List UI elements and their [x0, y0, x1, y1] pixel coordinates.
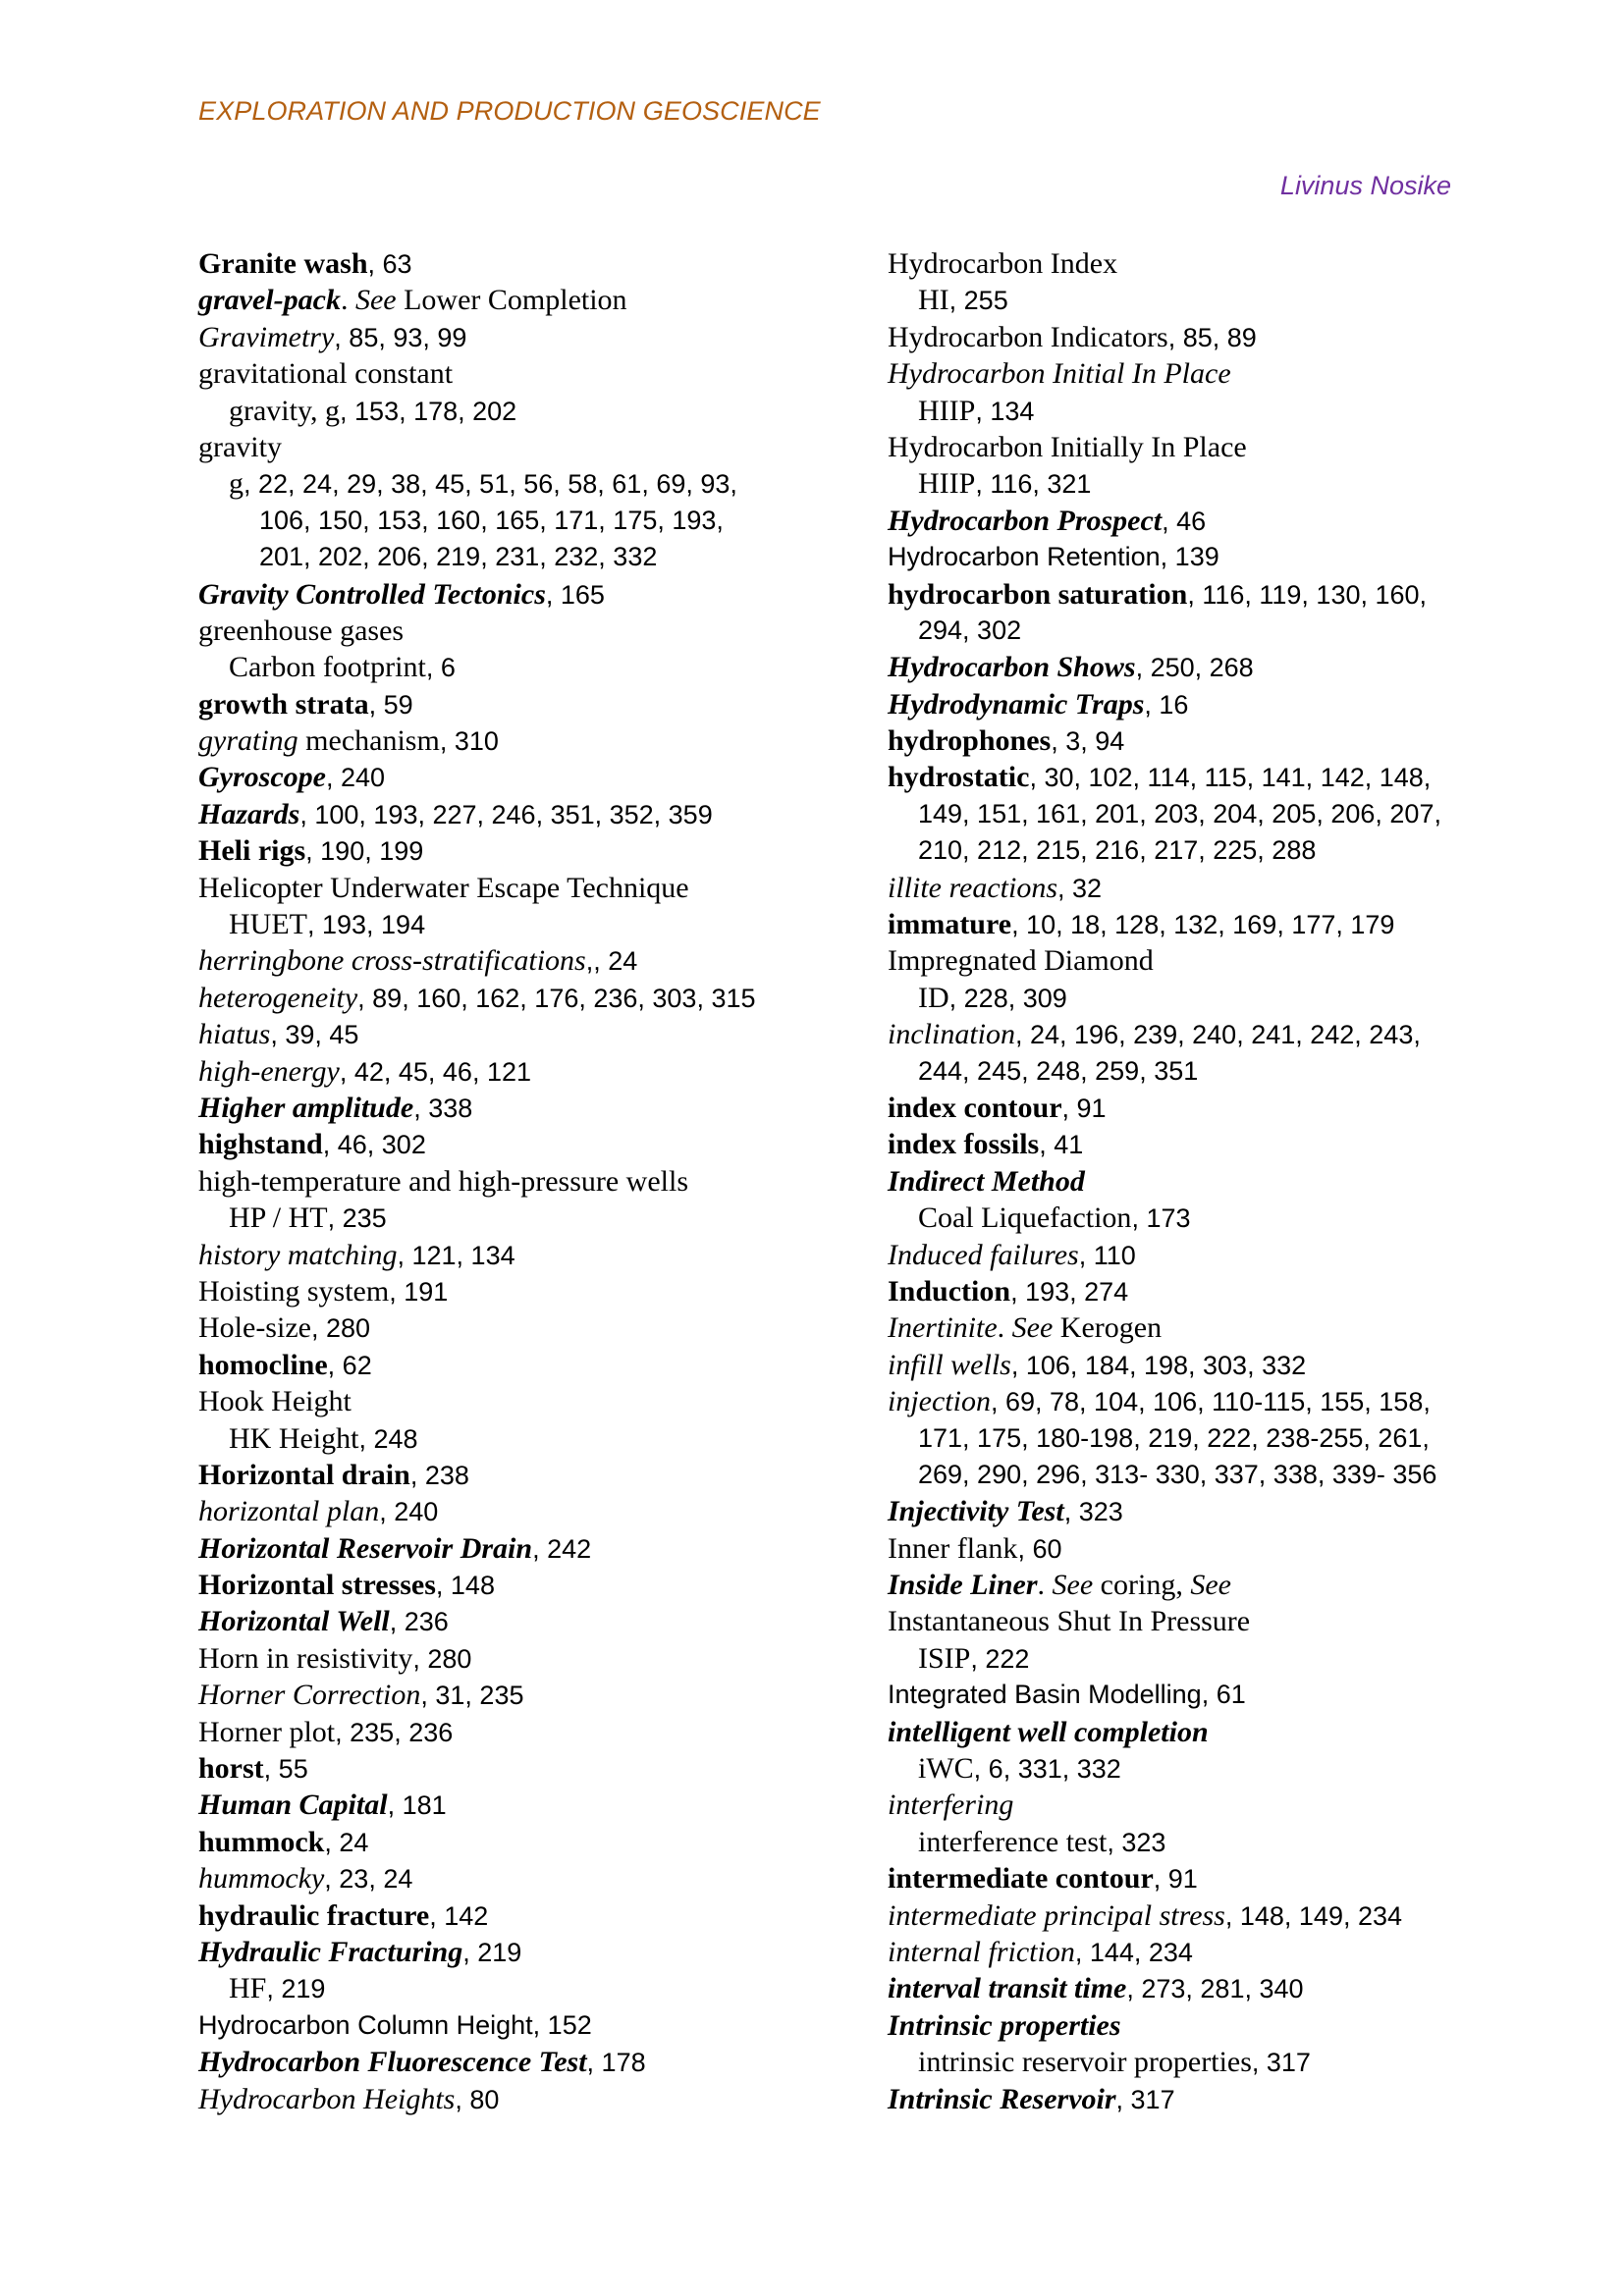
- page-numbers: , 338: [413, 1093, 473, 1123]
- index-term: Hydrocarbon Initially In Place: [888, 430, 1247, 463]
- index-term: horizontal plan: [198, 1495, 380, 1528]
- index-entry: [888, 465, 1477, 502]
- see-target: Lower Completion: [396, 284, 627, 317]
- index-entry: [198, 722, 827, 759]
- index-entry: [198, 1126, 827, 1162]
- index-term: intrinsic reservoir properties: [918, 2046, 1252, 2079]
- index-entry: [888, 1200, 1477, 1236]
- index-term: immature: [888, 908, 1012, 941]
- page-numbers: 171, 175, 180-198, 219, 222, 238-255, 261,: [918, 1422, 1430, 1453]
- index-entry: [888, 1750, 1477, 1787]
- index-term: HI: [918, 284, 949, 317]
- index-column-left: [198, 245, 827, 2117]
- index-entry: [888, 1970, 1477, 2006]
- page-numbers: , 46, 302: [322, 1130, 426, 1160]
- index-entry: [888, 1567, 1477, 1603]
- index-entry: [888, 1420, 1477, 1457]
- index-entry: [888, 1934, 1477, 1970]
- index-entry: [198, 576, 827, 613]
- index-entry: [198, 1016, 827, 1052]
- index-term: Hydrocarbon Retention: [888, 542, 1161, 572]
- index-term: Hydrocarbon Indicators: [888, 320, 1168, 353]
- running-head: EXPLORATION AND PRODUCTION GEOSCIENCE: [198, 96, 821, 126]
- index-entry: [198, 613, 827, 649]
- page-numbers: , 248: [358, 1423, 418, 1454]
- index-entry: [198, 1677, 827, 1713]
- index-term: HF: [229, 1972, 267, 2005]
- page-numbers: , 30, 102, 114, 115, 141, 142, 148,: [1029, 763, 1432, 793]
- see-target: coring,: [1093, 1569, 1191, 1602]
- index-entry: [198, 870, 827, 906]
- page-numbers: , 24: [324, 1827, 369, 1857]
- page-numbers: , 31, 235: [420, 1681, 524, 1711]
- index-entry: [198, 1750, 827, 1787]
- index-entry: [198, 1273, 827, 1309]
- index-entry: [888, 1897, 1477, 1934]
- page-numbers: , 236: [389, 1607, 449, 1637]
- index-entry: [198, 686, 827, 722]
- page-numbers: , 16: [1144, 689, 1189, 720]
- page-numbers: 106, 150, 153, 160, 165, 171, 175, 193,: [259, 505, 724, 535]
- page-numbers: 269, 290, 296, 313- 330, 337, 338, 339- 356: [918, 1459, 1437, 1489]
- index-term: HUET: [229, 908, 307, 941]
- index-entry: [198, 503, 827, 539]
- index-entry: [888, 722, 1477, 759]
- page-numbers: , 39, 45: [270, 1020, 359, 1050]
- page-numbers: , 80: [455, 2084, 500, 2114]
- index-entry: [888, 1530, 1477, 1567]
- page-numbers: , 235: [327, 1203, 387, 1234]
- page-numbers: 210, 212, 215, 216, 217, 225, 288: [918, 835, 1317, 866]
- page-numbers: 244, 245, 248, 259, 351: [918, 1055, 1199, 1086]
- page-numbers: , 273, 281, 340: [1126, 1974, 1304, 2004]
- page-numbers: , 59: [368, 689, 413, 720]
- index-entry: [198, 1824, 827, 1860]
- index-term: HIIP: [918, 394, 976, 427]
- index-entry: [198, 1347, 827, 1383]
- index-entry: [888, 649, 1477, 685]
- index-entry: [888, 870, 1477, 906]
- page-numbers: , 63: [367, 249, 412, 279]
- page-numbers: , 60: [1017, 1533, 1062, 1564]
- index-entry: [198, 245, 827, 282]
- index-term: Heli rigs: [198, 834, 306, 868]
- page-numbers: , 191: [389, 1276, 449, 1307]
- index-entry: [198, 1787, 827, 1823]
- index-entry: [888, 319, 1477, 355]
- page-numbers: , 116, 119, 130, 160,: [1187, 579, 1428, 610]
- index-entry: [198, 282, 827, 318]
- page-numbers: , 91: [1061, 1093, 1107, 1123]
- index-term: Horizontal drain: [198, 1458, 410, 1491]
- index-term: Hydrocarbon Prospect: [888, 504, 1163, 537]
- index-term: Carbon footprint: [229, 651, 426, 684]
- index-entry: [888, 539, 1477, 575]
- page-numbers: 201, 202, 206, 219, 231, 232, 332: [259, 542, 658, 572]
- index-term: hydrophones: [888, 724, 1052, 758]
- index-term: Horn in resistivity: [198, 1641, 413, 1675]
- page-numbers: , 100, 193, 227, 246, 351, 352, 359: [299, 799, 713, 829]
- page-numbers: , 55: [263, 1754, 308, 1785]
- index-term: Hydrocarbon Index: [888, 247, 1118, 280]
- index-entry: [888, 1309, 1477, 1346]
- index-term: Horner plot: [198, 1715, 336, 1748]
- index-entry: [198, 465, 827, 502]
- index-entry: [888, 980, 1477, 1016]
- page-numbers: , 152: [532, 2009, 592, 2040]
- index-entry: [888, 2044, 1477, 2080]
- index-entry: [888, 1090, 1477, 1126]
- index-term-rest: mechanism: [298, 724, 440, 758]
- index-entry: [888, 906, 1477, 942]
- index-term: homocline: [198, 1348, 328, 1381]
- page-numbers: , 323: [1063, 1497, 1123, 1527]
- index-punct: .: [997, 1311, 1012, 1345]
- index-entry: [198, 1530, 827, 1567]
- index-entry: [888, 282, 1477, 318]
- index-column-right: [888, 245, 1477, 2117]
- page-numbers: , 91: [1153, 1864, 1198, 1895]
- page-numbers: , 85, 93, 99: [334, 322, 467, 352]
- index-entry: [198, 1970, 827, 2006]
- index-term: HP / HT: [229, 1201, 328, 1235]
- index-entry: [888, 1714, 1477, 1750]
- index-term: internal friction: [888, 1935, 1075, 1968]
- index-term: hydrocarbon saturation: [888, 577, 1188, 611]
- index-term: Hole-size: [198, 1311, 311, 1345]
- page-numbers: , 219: [462, 1937, 522, 1967]
- index-entry: [198, 1309, 827, 1346]
- page-numbers: , 62: [327, 1350, 372, 1380]
- index-term: index contour: [888, 1091, 1062, 1124]
- index-entry: [888, 2007, 1477, 2044]
- index-term: Intrinsic Reservoir: [888, 2082, 1116, 2115]
- page-numbers: , 235, 236: [335, 1717, 454, 1747]
- index-entry: [198, 539, 827, 575]
- page-numbers: , 42, 45, 46, 121: [339, 1056, 532, 1087]
- index-entry: [888, 2081, 1477, 2117]
- index-entry: [888, 686, 1477, 722]
- index-entry: [198, 319, 827, 355]
- index-term: gravity: [198, 430, 282, 463]
- index-term: interval transit time: [888, 1972, 1127, 2005]
- index-term: intelligent well completion: [888, 1715, 1209, 1748]
- index-entry: [888, 245, 1477, 282]
- index-entry: [888, 1237, 1477, 1273]
- page-numbers: , 144, 234: [1074, 1937, 1193, 1967]
- index-entry: [888, 1053, 1477, 1090]
- index-term: Gravimetry: [198, 320, 335, 353]
- index-term: infill wells: [888, 1348, 1011, 1381]
- page-numbers: , 61: [1201, 1680, 1246, 1710]
- index-entry: [198, 429, 827, 465]
- index-term: index fossils: [888, 1128, 1040, 1161]
- page-numbers: , 106, 184, 198, 303, 332: [1010, 1350, 1307, 1380]
- index-term: hummocky: [198, 1862, 325, 1896]
- index-term: greenhouse gases: [198, 614, 405, 647]
- index-entry: [888, 1383, 1477, 1419]
- index-entry: [198, 906, 827, 942]
- index-term: Granite wash: [198, 247, 368, 280]
- index-term: ID: [918, 981, 949, 1014]
- see-reference: See: [1052, 1569, 1094, 1602]
- index-entry: [198, 1567, 827, 1603]
- index-entry: [198, 1603, 827, 1639]
- page-numbers: , 153, 178, 202: [340, 396, 517, 426]
- index-term: Hoisting system: [198, 1274, 390, 1308]
- index-term: Helicopter Underwater Escape Technique: [198, 871, 689, 904]
- index-term: HK Height: [229, 1421, 359, 1455]
- index-term: Impregnated Diamond: [888, 944, 1154, 978]
- index-term: Induced failures: [888, 1238, 1079, 1271]
- index-term: Integrated Basin Modelling: [888, 1680, 1202, 1710]
- index-term: gravity, g: [229, 394, 341, 427]
- index-term: Hydrocarbon Fluorescence Test: [198, 2046, 587, 2079]
- index-term: gravitational constant: [198, 357, 454, 391]
- page-numbers: , 193, 194: [306, 910, 426, 940]
- page-numbers: , 193, 274: [1010, 1276, 1129, 1307]
- index-entry: [888, 1126, 1477, 1162]
- page-numbers: , 250, 268: [1135, 653, 1254, 683]
- page-numbers: , 173: [1131, 1203, 1191, 1234]
- page-numbers: , 85, 89: [1167, 322, 1257, 352]
- index-term: illite reactions: [888, 871, 1058, 904]
- index-term: Hydrocarbon Column Height: [198, 2009, 533, 2040]
- index-term: hydraulic fracture: [198, 1898, 430, 1932]
- page-numbers: , 139: [1160, 542, 1219, 572]
- page-numbers: 294, 302: [918, 614, 1022, 645]
- page-numbers: , 190, 199: [305, 836, 424, 867]
- index-entry: [198, 1934, 827, 1970]
- page-numbers: , 310: [439, 726, 499, 757]
- index-entry: [198, 832, 827, 869]
- page-numbers: , 148: [435, 1571, 495, 1601]
- index-entry: [888, 576, 1477, 613]
- index-term: injection: [888, 1385, 991, 1418]
- index-entry: [198, 1457, 827, 1493]
- index-term: Injectivity Test: [888, 1495, 1064, 1528]
- page-numbers: , 110: [1078, 1240, 1136, 1270]
- index-term: inclination: [888, 1018, 1015, 1051]
- see-target: Kerogen: [1053, 1311, 1163, 1345]
- index-term: Horizontal Reservoir Drain: [198, 1531, 533, 1565]
- page-numbers: 149, 151, 161, 201, 203, 204, 205, 206, 207,: [918, 798, 1441, 828]
- index-entry: [888, 942, 1477, 979]
- index-entry: [888, 503, 1477, 539]
- index-entry: [198, 1420, 827, 1457]
- index-term: Inertinite: [888, 1311, 998, 1345]
- index-term: growth strata: [198, 687, 369, 721]
- page-numbers: ,, 24: [585, 946, 638, 977]
- page-numbers: , 69, 78, 104, 106, 110-115, 155, 158,: [990, 1387, 1431, 1417]
- index-term: Horizontal Well: [198, 1605, 390, 1638]
- index-entry: [198, 649, 827, 685]
- page-numbers: , 142: [429, 1900, 489, 1931]
- index-entry: [888, 832, 1477, 869]
- index-entry: [888, 1493, 1477, 1529]
- index-term: intermediate contour: [888, 1862, 1154, 1896]
- index-term: gravel-pack: [198, 284, 341, 317]
- page-numbers: , 165: [545, 579, 605, 610]
- index-term: Intrinsic properties: [888, 2008, 1121, 2042]
- index-entry: [888, 1677, 1477, 1713]
- page-numbers: , 3, 94: [1051, 726, 1125, 757]
- index-term: herringbone cross-stratifications: [198, 944, 586, 978]
- index-term: Gyroscope: [198, 761, 326, 794]
- index-entry: [888, 1347, 1477, 1383]
- index-entry: [888, 429, 1477, 465]
- index-term: intermediate principal stress: [888, 1898, 1225, 1932]
- index-term: Induction: [888, 1274, 1011, 1308]
- page-numbers: , 242: [532, 1533, 592, 1564]
- index-term: interference test: [918, 1825, 1108, 1858]
- index-term: iWC: [918, 1752, 974, 1786]
- page-numbers: , 317: [1251, 2048, 1311, 2078]
- index-entry: [888, 1824, 1477, 1860]
- page-numbers: , 181: [387, 1790, 447, 1821]
- index-term: Hydraulic Fracturing: [198, 1935, 463, 1968]
- index-entry: [888, 1860, 1477, 1896]
- index-term: HIIP: [918, 467, 976, 501]
- page-numbers: , 116, 321: [975, 469, 1092, 500]
- index-entry: [198, 1860, 827, 1896]
- index-punct: .: [1037, 1569, 1053, 1602]
- index-term: Inner flank: [888, 1531, 1018, 1565]
- index-term: hydrostatic: [888, 761, 1030, 794]
- index-entry: [888, 393, 1477, 429]
- index-term: Hook Height: [198, 1385, 352, 1418]
- index-entry: [888, 1603, 1477, 1639]
- page-numbers: , 121, 134: [397, 1240, 515, 1270]
- page-numbers: , 10, 18, 128, 132, 169, 177, 179: [1011, 910, 1395, 940]
- page-numbers: , 148, 149, 234: [1224, 1900, 1403, 1931]
- page-numbers: , 46: [1162, 506, 1207, 536]
- index-entry: [198, 759, 827, 795]
- page-numbers: , 23, 24: [324, 1864, 413, 1895]
- index-entry: [198, 1383, 827, 1419]
- index-term: Coal Liquefaction: [918, 1201, 1132, 1235]
- page-numbers: , 134: [975, 396, 1035, 426]
- index-entry: [198, 980, 827, 1016]
- index-term: hiatus: [198, 1018, 271, 1051]
- see-reference: See: [354, 284, 397, 317]
- page-numbers: , 238: [409, 1460, 469, 1490]
- page-numbers: , 89, 160, 162, 176, 236, 303, 315: [357, 983, 756, 1013]
- index-term: Horizontal stresses: [198, 1569, 436, 1602]
- page-numbers: , 323: [1107, 1827, 1166, 1857]
- index-entry: [888, 1787, 1477, 1823]
- index-entry: [198, 1200, 827, 1236]
- index-term: ISIP: [918, 1641, 971, 1675]
- index-entry: [888, 1640, 1477, 1677]
- index-entry: [888, 1016, 1477, 1052]
- index-entry: [198, 1640, 827, 1677]
- index-term: Gravity Controlled Tectonics: [198, 577, 546, 611]
- page-numbers: , 317: [1115, 2084, 1175, 2114]
- index-term: hummock: [198, 1825, 325, 1858]
- page-numbers: , 41: [1039, 1130, 1084, 1160]
- page-numbers: , 280: [310, 1313, 371, 1344]
- page-numbers: , 240: [379, 1497, 439, 1527]
- index-term: high-energy: [198, 1054, 340, 1088]
- index-entry: [888, 1273, 1477, 1309]
- index-term: high-temperature and high-pressure wells: [198, 1164, 688, 1198]
- index-entry: [198, 1053, 827, 1090]
- index-term: interfering: [888, 1789, 1014, 1822]
- index-term: Human Capital: [198, 1789, 388, 1822]
- index-term: g: [229, 467, 244, 501]
- index-term: Hazards: [198, 797, 300, 830]
- page-numbers: , 228, 309: [948, 983, 1067, 1013]
- index-term: Higher amplitude: [198, 1091, 414, 1124]
- index-entry: [198, 2044, 827, 2080]
- index-entry: [198, 1237, 827, 1273]
- index-entry: [198, 355, 827, 392]
- page-numbers: , 6: [425, 653, 456, 683]
- index-entry: [198, 2081, 827, 2117]
- index-term: horst: [198, 1752, 264, 1786]
- see-reference: See: [1011, 1311, 1054, 1345]
- page-numbers: , 240: [325, 763, 386, 793]
- page-numbers: , 32: [1057, 873, 1103, 903]
- index-term: Hydrocarbon Heights: [198, 2082, 456, 2115]
- index-entry: [888, 759, 1477, 795]
- page-numbers: , 178: [586, 2048, 646, 2078]
- page-numbers: , 280: [412, 1643, 472, 1674]
- page-numbers: , 255: [948, 286, 1008, 316]
- index-entry: [198, 1163, 827, 1200]
- index-entry: [888, 613, 1477, 649]
- index-term: Inside Liner: [888, 1569, 1038, 1602]
- see-reference: See: [1190, 1569, 1231, 1602]
- index-term: history matching: [198, 1238, 398, 1271]
- index-entry: [888, 355, 1477, 392]
- author-name: Livinus Nosike: [1279, 171, 1451, 200]
- index-term: Hydrodynamic Traps: [888, 687, 1145, 721]
- index-term: Horner Correction: [198, 1679, 421, 1712]
- page-numbers: , 222: [970, 1643, 1030, 1674]
- page-numbers: , 22, 24, 29, 38, 45, 51, 56, 58, 61, 69, 93,: [244, 469, 737, 500]
- index-entry: [198, 2007, 827, 2044]
- index-entry: [888, 1457, 1477, 1493]
- index-entry: [198, 1090, 827, 1126]
- index-term: gyrating: [198, 724, 298, 758]
- index-entry: [888, 1163, 1477, 1200]
- index-entry: [198, 393, 827, 429]
- index-entry: [198, 1493, 827, 1529]
- index-term: Hydrocarbon Initial In Place: [888, 357, 1231, 391]
- index-entry: [198, 1897, 827, 1934]
- index-entry: [198, 942, 827, 979]
- page-numbers: , 24, 196, 239, 240, 241, 242, 243,: [1015, 1020, 1421, 1050]
- index-term: Instantaneous Shut In Pressure: [888, 1605, 1251, 1638]
- index-term: heterogeneity: [198, 981, 358, 1014]
- index-entry: [888, 796, 1477, 832]
- page-numbers: , 219: [266, 1974, 326, 2004]
- index-term: Indirect Method: [888, 1164, 1085, 1198]
- index-term: Hydrocarbon Shows: [888, 651, 1136, 684]
- index-term: highstand: [198, 1128, 323, 1161]
- index-entry: [198, 1714, 827, 1750]
- index-punct: .: [340, 284, 355, 317]
- index-entry: [198, 796, 827, 832]
- page-numbers: , 6, 331, 332: [973, 1754, 1121, 1785]
